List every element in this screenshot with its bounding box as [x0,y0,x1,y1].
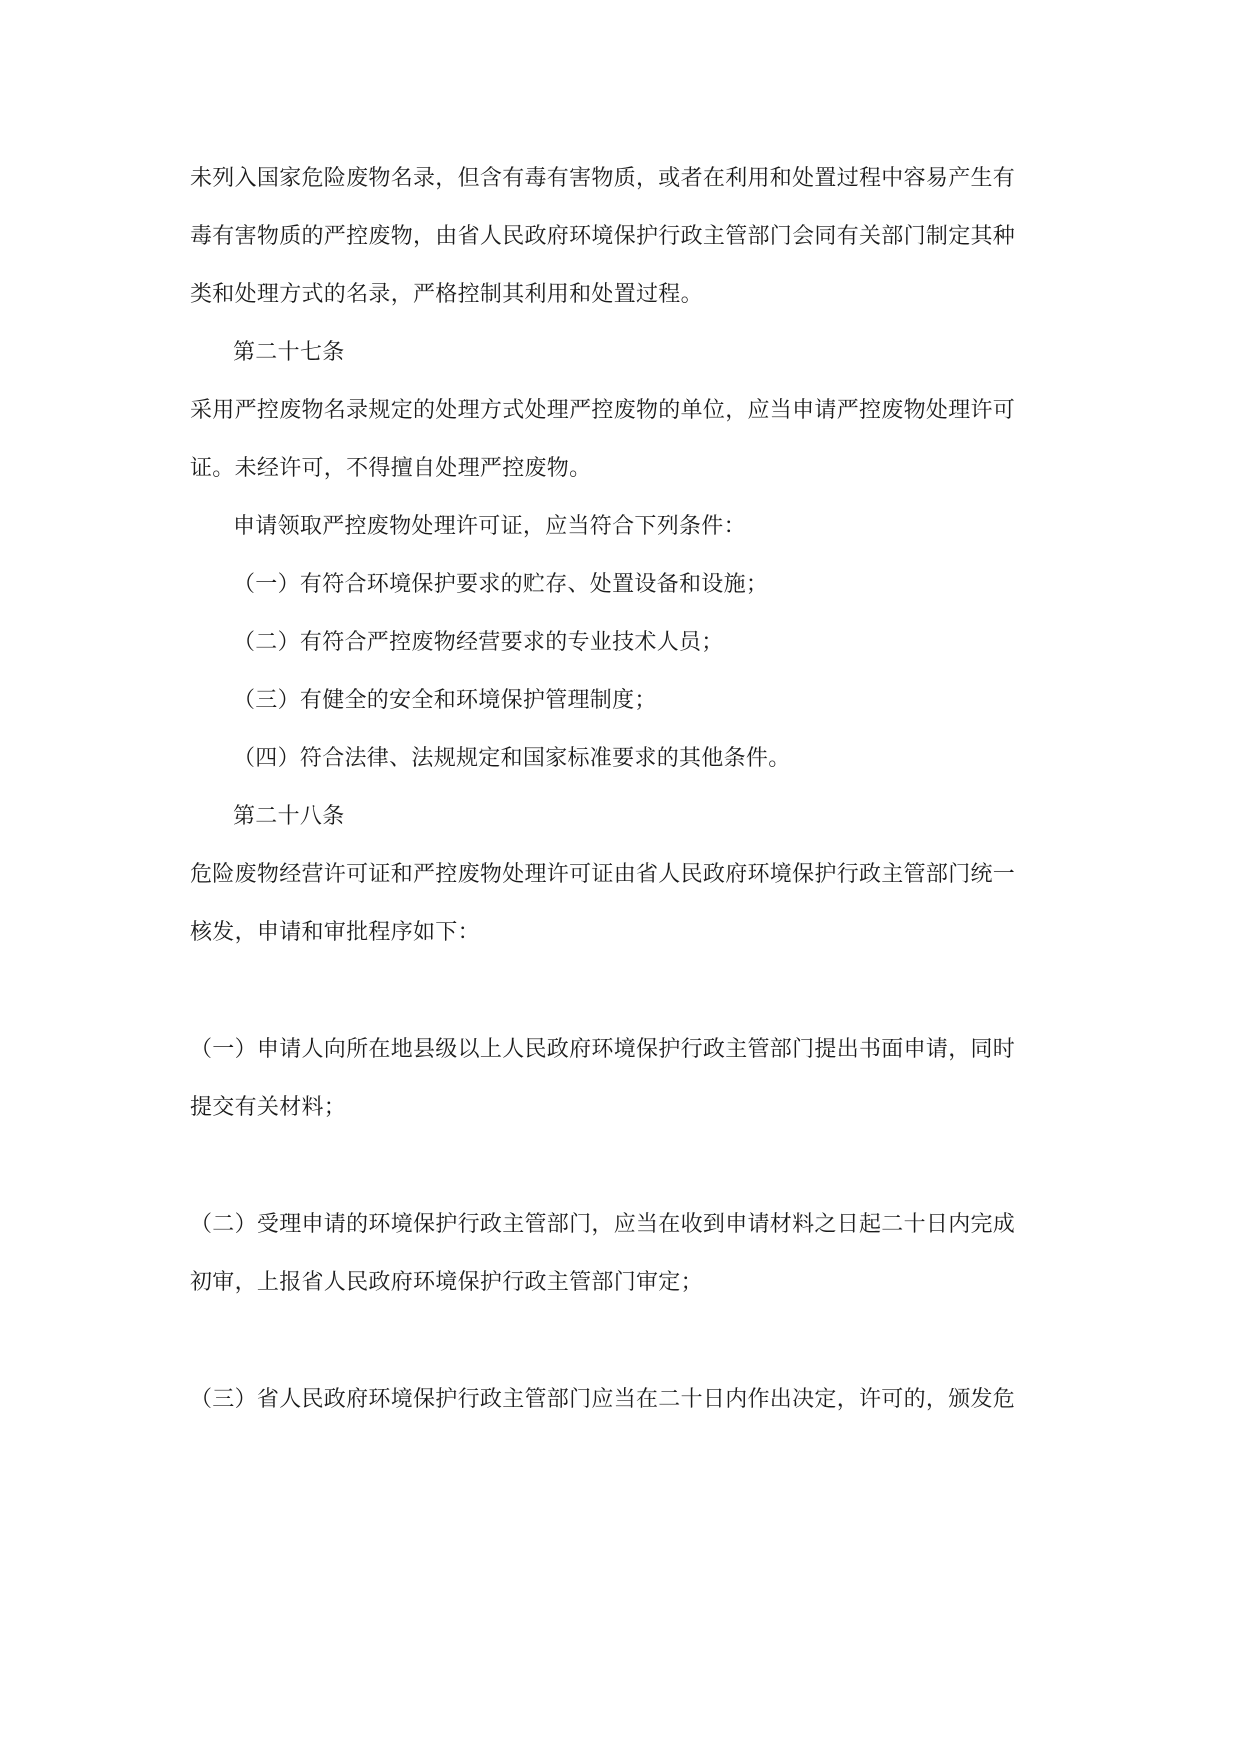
list-item: （三）省人民政府环境保护行政主管部门应当在二十日内作出决定，许可的，颁发危 [190,1387,1016,1412]
article-heading-28: 第二十八条 [233,804,345,829]
paragraph-line: 危险废物经营许可证和严控废物处理许可证由省人民政府环境保护行政主管部门统一 [190,862,1016,887]
paragraph-line: 证。未经许可，不得擅自处理严控废物。 [190,456,592,481]
paragraph-line: 初审，上报省人民政府环境保护行政主管部门审定； [190,1270,703,1295]
list-item: （三）有健全的安全和环境保护管理制度； [233,688,657,713]
article-heading-27: 第二十七条 [233,340,345,365]
paragraph-line: 核发，申请和审批程序如下： [190,920,480,945]
list-item: （一）申请人向所在地县级以上人民政府环境保护行政主管部门提出书面申请，同时 [190,1037,1016,1062]
list-item: （二）有符合严控废物经营要求的专业技术人员； [233,630,724,655]
list-item: （二）受理申请的环境保护行政主管部门，应当在收到申请材料之日起二十日内完成 [190,1212,1016,1237]
paragraph-line: 类和处理方式的名录，严格控制其利用和处置过程。 [190,282,703,307]
paragraph-line: 提交有关材料； [190,1095,347,1120]
paragraph-line: 毒有害物质的严控废物，由省人民政府环境保护行政主管部门会同有关部门制定其种 [190,224,1016,249]
paragraph-line: 申请领取严控废物处理许可证，应当符合下列条件： [233,514,746,539]
list-item: （一）有符合环境保护要求的贮存、处置设备和设施； [233,572,769,597]
paragraph-line: 采用严控废物名录规定的处理方式处理严控废物的单位，应当申请严控废物处理许可 [190,398,1016,423]
paragraph-line: 未列入国家危险废物名录，但含有毒有害物质，或者在利用和处置过程中容易产生有 [190,166,1016,191]
list-item: （四）符合法律、法规规定和国家标准要求的其他条件。 [233,746,791,771]
